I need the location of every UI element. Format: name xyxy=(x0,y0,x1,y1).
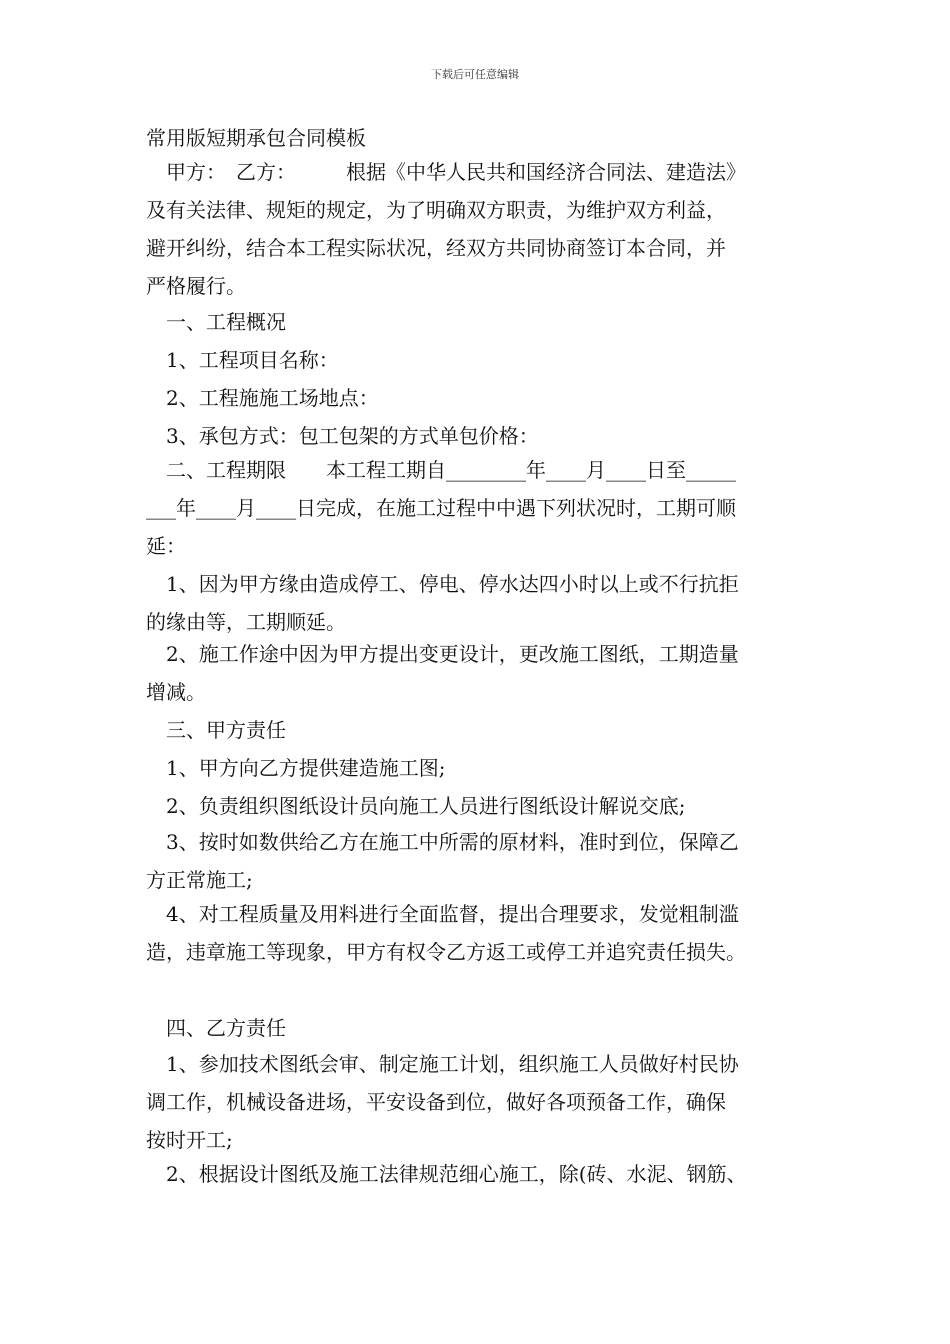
text-line: 造，违章施工等现象，甲方有权令乙方返工或停工并追究责任损失。 xyxy=(146,940,746,964)
header-note: 下载后可任意编辑 xyxy=(431,68,519,81)
paragraph xyxy=(146,749,826,787)
paragraph xyxy=(146,379,826,417)
text-line: 延： xyxy=(146,534,186,558)
text-line: 严格履行。 xyxy=(146,274,246,298)
paragraph xyxy=(146,1045,826,1159)
paragraph xyxy=(146,635,826,711)
text-line: 1、甲方向乙方提供建造施工图; xyxy=(146,756,446,780)
paragraph xyxy=(146,153,826,305)
document-title: 常用版短期承包合同模板 xyxy=(146,126,366,150)
text-line: 1、因为甲方缘由造成停工、停电、停水达四小时以上或不行抗拒 xyxy=(146,572,739,596)
text-line: 按时开工; xyxy=(146,1128,233,1152)
paragraph xyxy=(146,1155,826,1193)
text-line: 的缘由等，工期顺延。 xyxy=(146,610,346,634)
text-line: 方正常施工; xyxy=(146,868,253,892)
text-line: 四、乙方责任 xyxy=(146,1016,286,1040)
text-line: 3、按时如数供给乙方在施工中所需的原材料，准时到位，保障乙 xyxy=(146,830,739,854)
paragraph xyxy=(146,303,826,341)
paragraph xyxy=(146,823,826,899)
text-line: 调工作，机械设备进场，平安设备到位，做好各项预备工作，确保 xyxy=(146,1090,726,1114)
paragraph xyxy=(146,341,826,379)
text-line: 三、甲方责任 xyxy=(146,718,286,742)
paragraph xyxy=(146,417,826,455)
text-line: 1、工程项目名称： xyxy=(146,348,339,372)
text-line: 及有关法律、规矩的规定，为了明确双方职责，为维护双方利益， xyxy=(146,198,726,222)
paragraph xyxy=(146,787,826,825)
text-line: 1、参加技术图纸会审、制定施工计划，组织施工人员做好村民协 xyxy=(146,1052,739,1076)
text-line: 一、工程概况 xyxy=(146,310,286,334)
paragraph xyxy=(146,565,826,641)
paragraph xyxy=(146,1009,826,1047)
text-line: 避开纠纷，结合本工程实际状况，经双方共同协商签订本合同，并 xyxy=(146,236,726,260)
text-line: 甲方： 乙方： 根据《中华人民共和国经济合同法、建造法》 xyxy=(146,160,746,184)
text-line: 二、工程期限 本工程工期自________年____月____日至_____ xyxy=(146,458,736,482)
text-line: 增减。 xyxy=(146,680,206,704)
text-line: ___年____月____日完成，在施工过程中中遇下列状况时，工期可顺 xyxy=(146,496,736,520)
text-line: 2、根据设计图纸及施工法律规范细心施工，除(砖、水泥、钢筋、 xyxy=(146,1162,747,1186)
paragraph xyxy=(146,895,826,971)
text-line: 2、施工作途中因为甲方提出变更设计，更改施工图纸，工期造量 xyxy=(146,642,739,666)
paragraph xyxy=(146,451,826,565)
text-line: 3、承包方式：包工包架的方式单包价格： xyxy=(146,424,539,448)
text-line: 4、对工程质量及用料进行全面监督，提出合理要求，发觉粗制滥 xyxy=(146,902,739,926)
text-line: 2、负责组织图纸设计员向施工人员进行图纸设计解说交底; xyxy=(146,794,686,818)
text-line: 2、工程施施工场地点： xyxy=(146,386,379,410)
paragraph xyxy=(146,711,826,749)
